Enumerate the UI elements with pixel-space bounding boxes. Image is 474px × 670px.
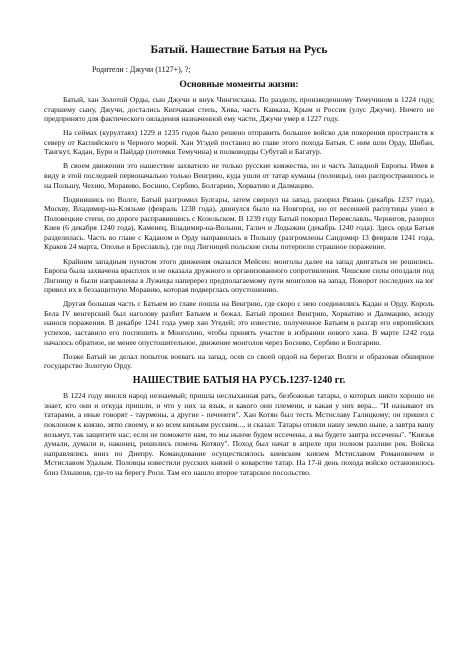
document-title: Батый. Нашествие Батыя на Русь <box>150 44 328 56</box>
paragraph: Другая большая часть с Батыем во главе пошла на Венгрию, где скоро с нею соединились Кадан и Орду. Король Бела IV венгерский был наголову разбит Батыем и бежал. Батый прошел Венгрию, Хорватию и Далмацию, всюду нанося поражения. В декабре 1241 года умер хан Угедей; это известие, полученное Батыем в разгар его европейских успехов, заставило его поспешить в Монголию, чтобы принять участие в избрании нового хана. В марте 1242 года началось обратное, не менее опустошительное, движение монголов через Боснию, Сербию и Болгарию. <box>44 299 434 347</box>
paragraph: На сеймах (курултаях) 1229 и 1235 годов было решено отправить большое войско для покорения пространств к северу от Каспийского и Черного морей. Хан Угэдей поставил во главе этого похода Батыя. С ним шли Орду, Шибан, Тангкут, Кадан, Бури и Пайдар (потомки Темучина) и полководцы Субутай и Багатур. <box>44 128 434 157</box>
paragraph: Батый, хан Золотой Орды, сын Джучи и внук Чингисхана. По разделу, произведенному Темучином в 1224 году, старшему сыну, Джучи, достались Кипчакая степь, Хива, часть Кавказа, Крым и Россия (улус Джучи). Ничего не предпринято для фактического овладения назначенной ему части, Джучи умер в 1227 году. <box>44 95 434 124</box>
paragraph: Подвившись по Волге, Батый разгромил Булгары, затем свернул на запад, разорил Рязань (декабрь 1237 года), Москву, Владимир-на-Клязьме (февраль 1238 года), двинулся было на Новгород, но от весенней распутицы ушел в Половецкие степи, по дороге расправившись с Козельском. В 1239 году Батый покорил Переяславль, Чернигов, разорил Киев (6 декабря 1240 года), Каменец, Владимир-на-Волыни, Галич и Лодыжин (декабрь 1240 года). Здесь орда Батыя разделилась. Часть во главе с Каданом и Орду направилась в Польшу (разгромлены Сандомир 13 февраля 1241 года, Краков 24 марта, Ополье и Бреславль), где под Лигницей польские силы потерпели страшное поражение. <box>44 194 434 252</box>
section-paragraph: В 1224 году явился народ незнаемый; пришла неслыханная рать, безбожные татары, о которых никто хорошо не знает, кто они и откуда пришли, и что у них за язык, и какого они племени, и какая у них вера... "И называют их татарами, а иные говорят - таурмены, а другие - печенеги". Хан Котян был тесть Мстиславу Галицкому; он пришел с поклоном к князю, зятю своему, и ко всем князьям русским..., и сказал: Татары отняли нашу землю ныне, а завтра вашу возьмут, так защитите нас; если не поможете нам, то мы нынче будем иссечены, а вы будете завтра иссечены". "Князья думали, думали и, наконец, решились помочь Котяну". Поход был начат в апреле при полном разливе рек. Войска направлялись вниз по Днепру. Командование осуществлялось киевским князем Мстиславом Романовичем и Мстиславом Удалым. Половцы известили русских князей о коварстве татар. На 17-й день похода войско остановилось близ Ольшеня, где-то на берегу Роси. Там его нашло второе татарское посольство. <box>44 391 434 477</box>
paragraph: В своем движении это нашествие захватило не только русские княжества, но и часть Западной Европы. Имея в виду в этой последней первоначально только Венгрию, куда ушли от татар куманы (половцы), оно распространилось и на Польшу, Чехию, Моравию, Боснию, Сербию, Болгарию, Хорватию и Далмацию. <box>44 161 434 190</box>
paragraph: Позже Батый не делал попыток воевать на запад, осев со своей ордой на берегах Волги и образовав обширное государство Золотую Орду. <box>44 351 434 371</box>
parents-line: Родители : Джучи (1127+), ?; <box>92 65 191 74</box>
section-title: НАШЕСТВИЕ БАТЫЯ НА РУСЬ.1237-1240 гг. <box>132 375 346 387</box>
main-points-heading: Основные моменты жизни: <box>179 79 299 90</box>
paragraph: Крайним западным пунктом этого движения оказался Мейсен: монголы далее на запад двигаться не решились. Европа была захвачена врасплох и не оказала дружного и организованного сопротивления. Чешские силы опоздали под Лигницу и были направлены в Лужицы наперерез предполагаемому пути монголов на запад. Поворот последних на юг привел их в беззащитную Моравию, которая подверглась опустошению. <box>44 256 434 295</box>
